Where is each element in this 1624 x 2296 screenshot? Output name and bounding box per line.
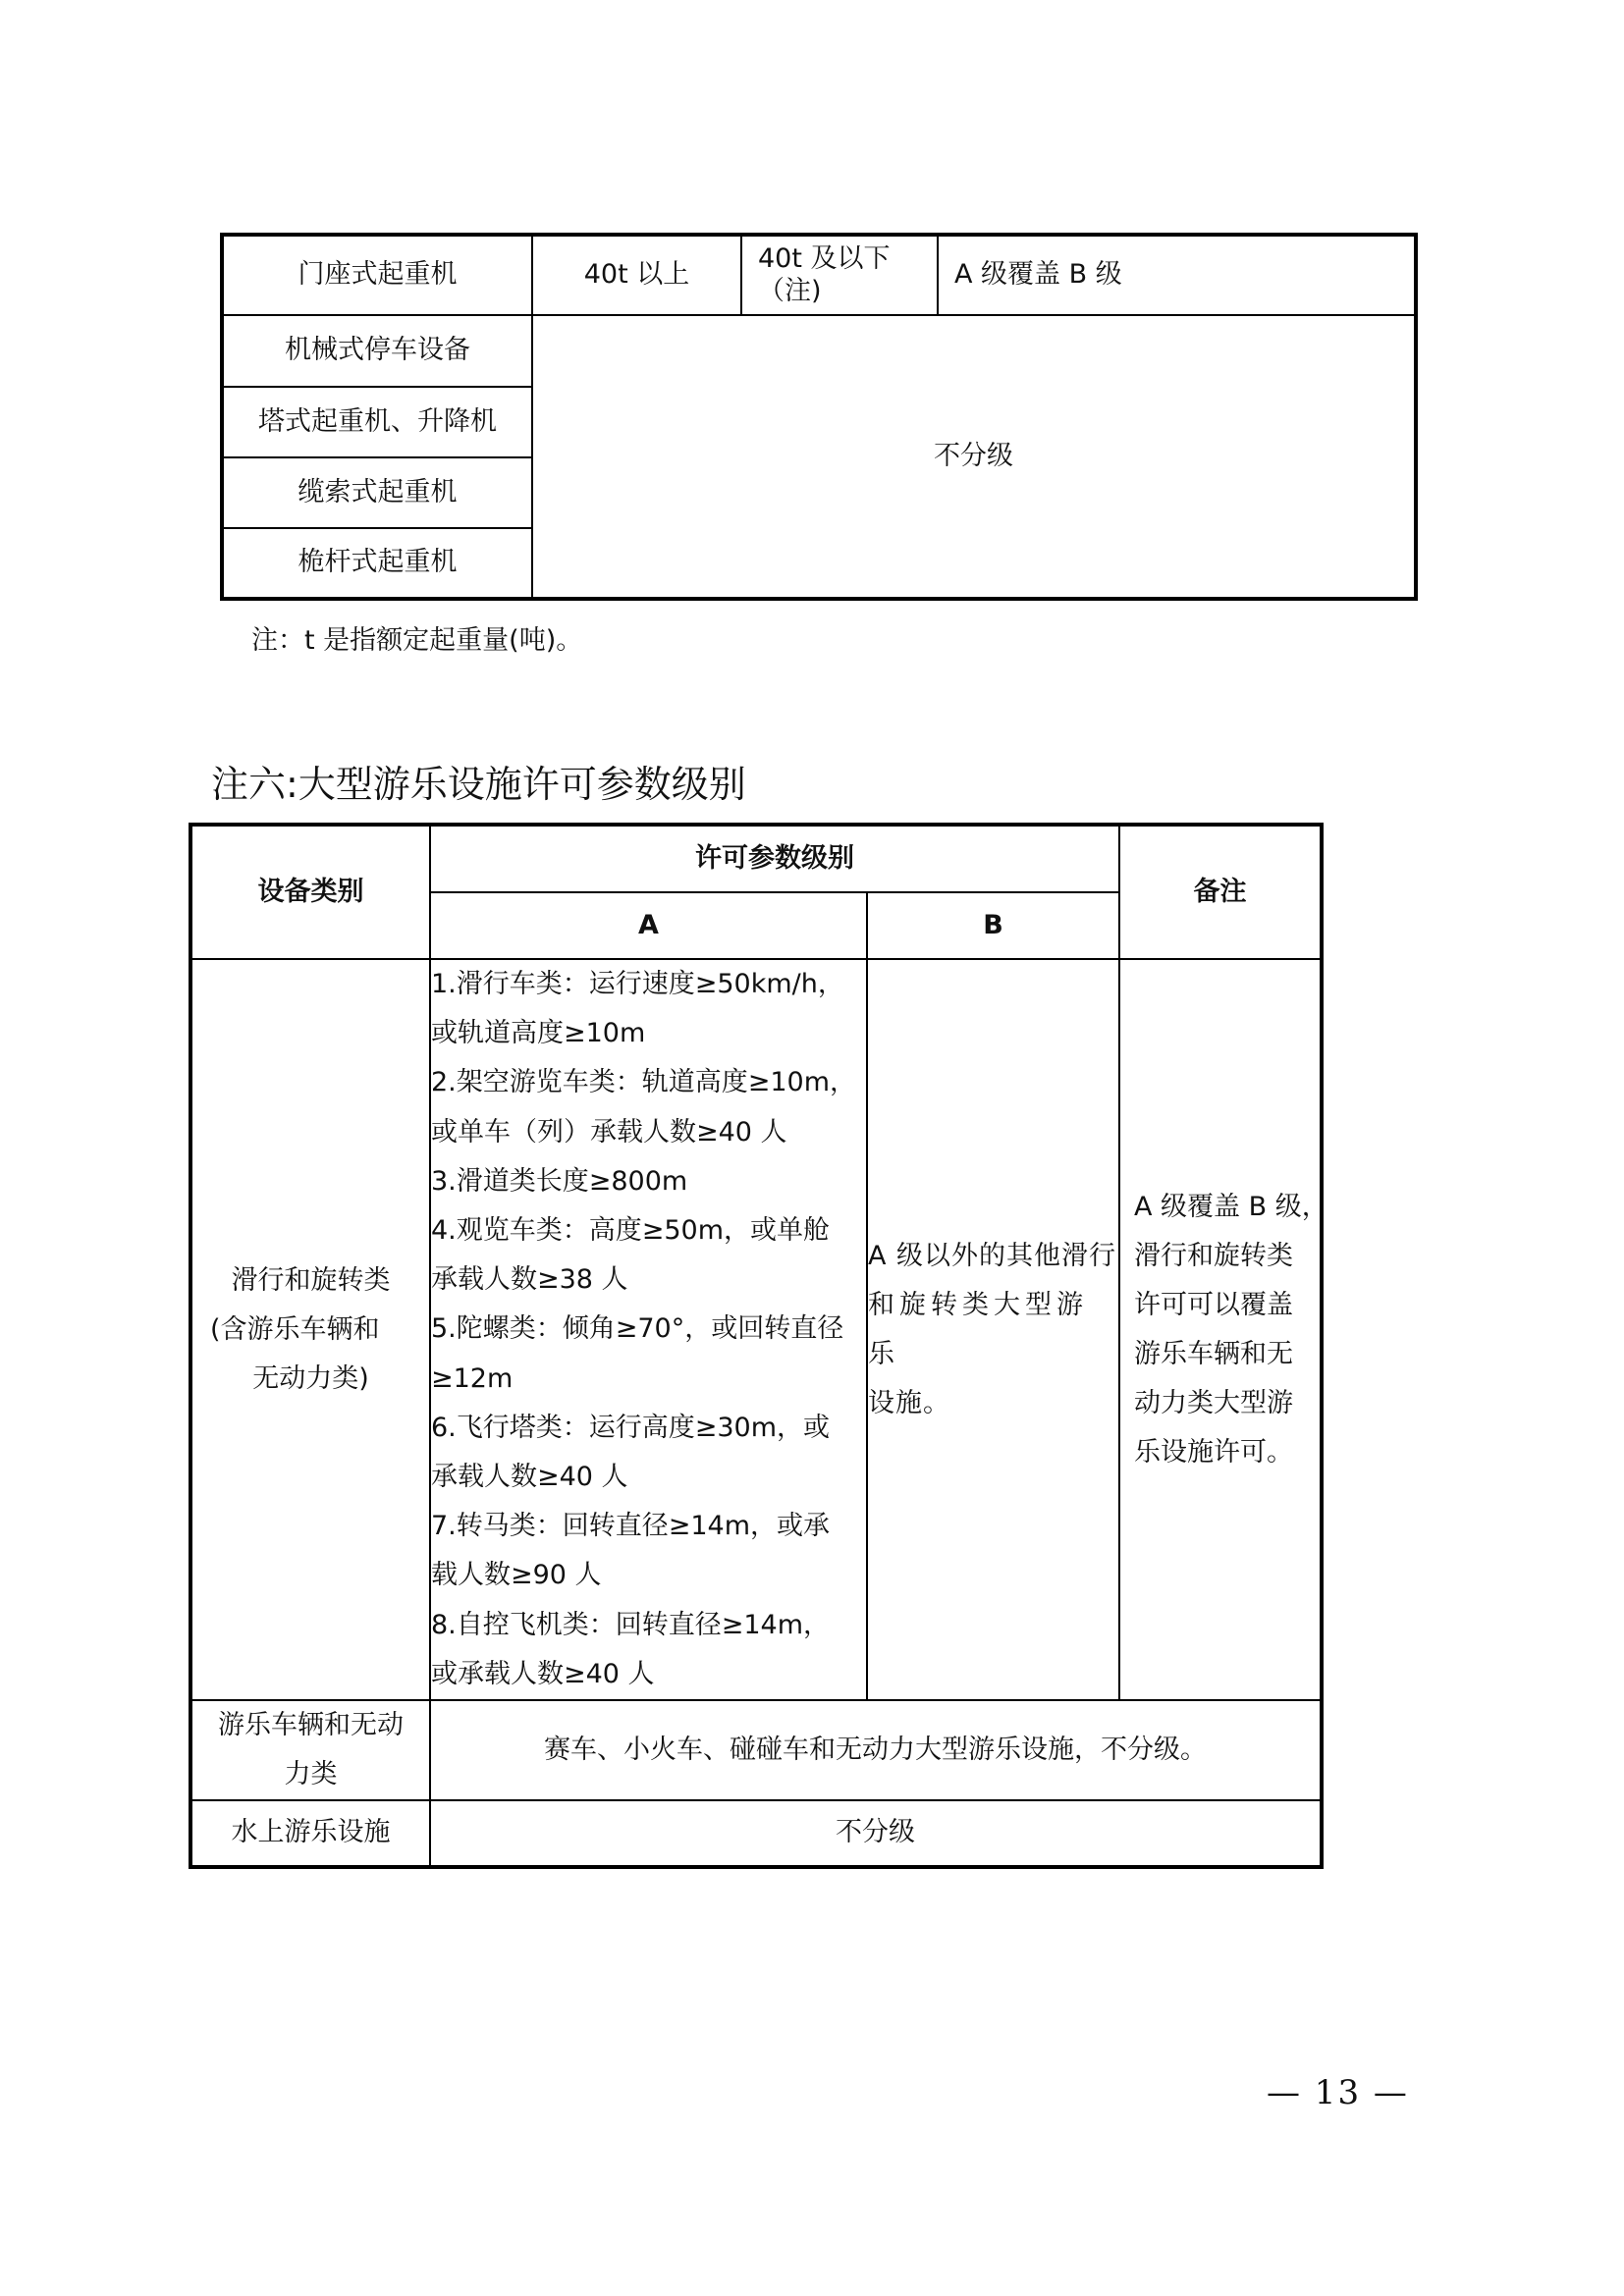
- equipment-name: 缆索式起重机: [222, 457, 532, 528]
- category-cell: [190, 959, 430, 1700]
- criteria-line: 5.陀螺类：倾角≥70°，或回转直径: [431, 1313, 844, 1345]
- category-cell: 水上游乐设施: [190, 1800, 430, 1867]
- table-row: [190, 1700, 1322, 1800]
- criteria-line: 载人数≥90 人: [431, 1560, 602, 1591]
- equipment-name: 塔式起重机、升降机: [222, 387, 532, 457]
- criteria-line: 3.滑道类长度≥800m: [431, 1165, 688, 1197]
- criteria-line: 或单车（列）承载人数≥40 人: [431, 1116, 787, 1148]
- level-a-value: 40t 以上: [532, 235, 741, 315]
- header-level-a: A: [430, 892, 867, 959]
- crane-grading-table: [220, 233, 1418, 601]
- remark-line: 乐设施许可。: [1134, 1436, 1293, 1468]
- equipment-name: 门座式起重机: [222, 235, 532, 315]
- criteria-line: 承载人数≥40 人: [431, 1462, 628, 1493]
- remark-line: 游乐车辆和无: [1134, 1338, 1293, 1369]
- criteria-line: 2.架空游览车类：轨道高度≥10m，: [431, 1067, 857, 1098]
- header-level-b: B: [867, 892, 1119, 959]
- criteria-line: 7.转马类：回转直径≥14m，或承: [431, 1511, 831, 1542]
- remark-line: 动力类大型游: [1134, 1387, 1293, 1418]
- category-line: 力类: [284, 1759, 338, 1790]
- criteria-line: 4.观览车类：高度≥50m，或单舱: [431, 1215, 831, 1247]
- criteria-line: A 级以外的其他滑行: [868, 1240, 1117, 1271]
- equipment-name: 桅杆式起重机: [222, 528, 532, 599]
- equipment-name: 机械式停车设备: [222, 315, 532, 387]
- remark-cell: [1119, 959, 1328, 1700]
- level-b-criteria: [867, 959, 1119, 1700]
- criteria-line: 6.飞行塔类：运行高度≥30m，或: [431, 1412, 831, 1443]
- criteria-line: ≥12m: [431, 1362, 514, 1394]
- criteria-line: 和旋转类大型游乐: [868, 1289, 1088, 1369]
- criteria-line: 8.自控飞机类：回转直径≥14m，: [431, 1609, 831, 1640]
- table-row: [190, 959, 1322, 1700]
- criteria-line: 承载人数≥38 人: [431, 1264, 628, 1296]
- criteria-line: 1.滑行车类：运行速度≥50km/h，: [431, 969, 844, 999]
- header-category: 设备类别: [190, 825, 430, 959]
- remark-value: A 级覆盖 B 级: [938, 235, 1416, 315]
- criteria-line: 或轨道高度≥10m: [431, 1018, 646, 1049]
- criteria-line: 设施。: [868, 1387, 950, 1418]
- remark-line: 许可可以覆盖: [1134, 1289, 1293, 1320]
- category-cell: [190, 1700, 430, 1800]
- category-line: 游乐车辆和无动: [218, 1710, 404, 1741]
- page-number: — 13 —: [1267, 2073, 1409, 2112]
- level-b-value: 40t 及以下（注): [741, 235, 938, 315]
- table-row: [190, 1800, 1322, 1867]
- category-line: (含游乐车辆和: [210, 1313, 380, 1345]
- table-row: [222, 235, 1416, 315]
- category-line: 滑行和旋转类: [231, 1264, 391, 1296]
- row-value: 不分级: [430, 1800, 1322, 1867]
- header-level-group: 许可参数级别: [430, 825, 1119, 892]
- category-line: 无动力类): [252, 1362, 369, 1394]
- header-row: [190, 825, 1322, 892]
- remark-line: A 级覆盖 B 级，: [1134, 1191, 1328, 1222]
- criteria-line: 或承载人数≥40 人: [431, 1658, 655, 1689]
- row-value: 赛车、小火车、碰碰车和无动力大型游乐设施，不分级。: [430, 1700, 1322, 1800]
- header-remark: 备注: [1119, 825, 1322, 959]
- table-note: 注：t 是指额定起重量(吨)。: [251, 625, 583, 656]
- section-title: 注六:大型游乐设施许可参数级别: [211, 763, 746, 806]
- amusement-grading-table: [189, 823, 1328, 1869]
- merged-grading-value: 不分级: [532, 315, 1416, 599]
- table-row: [222, 315, 1416, 387]
- level-a-criteria: [430, 959, 867, 1700]
- remark-line: 滑行和旋转类: [1134, 1240, 1293, 1271]
